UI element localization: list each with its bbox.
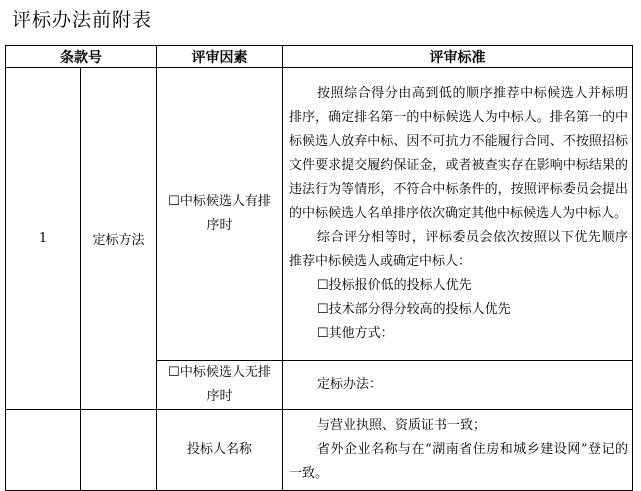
- standard-unranked: [283, 361, 633, 410]
- bidder-name-line1: 与营业执照、资质证书一致；: [317, 418, 487, 433]
- header-clause-no: 条款号: [6, 46, 157, 68]
- evaluation-table: [5, 45, 633, 491]
- clause-number: 1: [6, 68, 81, 410]
- factor-ranked: [157, 68, 283, 361]
- standard-bidder-name: [283, 410, 633, 491]
- table-row: [6, 410, 633, 491]
- clause-number-2: [6, 410, 81, 491]
- header-factor: 评审因素: [157, 46, 283, 68]
- option-low-price: ☐投标报价低的投标人优先: [317, 278, 472, 293]
- option-tech-score: ☐技术部分得分较高的投标人优先: [317, 302, 511, 317]
- factor-bidder-name: 投标人名称: [157, 410, 283, 491]
- clause-method-2: [81, 410, 157, 491]
- clause-method: 定标方法: [81, 68, 157, 410]
- bidder-name-line2: 省外企业名称与在“湖南省住房和城乡建设网”登记的一致。: [289, 442, 628, 481]
- factor-unranked: [157, 361, 283, 410]
- unranked-method-text: 定标办法：: [317, 377, 383, 392]
- ranked-paragraph: 按照综合得分由高到低的顺序推荐中标候选人并标明排序，确定排名第一的中标候选人为中标人。排名第一的中标候选人放弃中标、因不可抗力不能履行合同、不按照招标文件要求提交履约保证金，或者被查实存在影响中标结果的违法行为等情形，不符合中标条件的，按照评标委员会提出的中标候选人名单排序依次确定其他中标候选人为中标人。: [289, 86, 628, 221]
- tie-paragraph: 综合评分相等时，评标委员会依次按照以下优先顺序推荐中标候选人或确定中标人：: [289, 230, 628, 269]
- page-title: 评标办法前附表: [12, 9, 153, 31]
- table-row: [6, 68, 633, 361]
- table-header-row: [6, 46, 633, 68]
- factor-unranked-text: ☐中标候选人无排序时: [168, 365, 271, 404]
- factor-ranked-text: ☐中标候选人有排序时: [168, 194, 271, 233]
- option-other: ☐其他方式：: [317, 326, 394, 341]
- standard-ranked: [283, 68, 633, 361]
- header-standard: 评审标准: [283, 46, 633, 68]
